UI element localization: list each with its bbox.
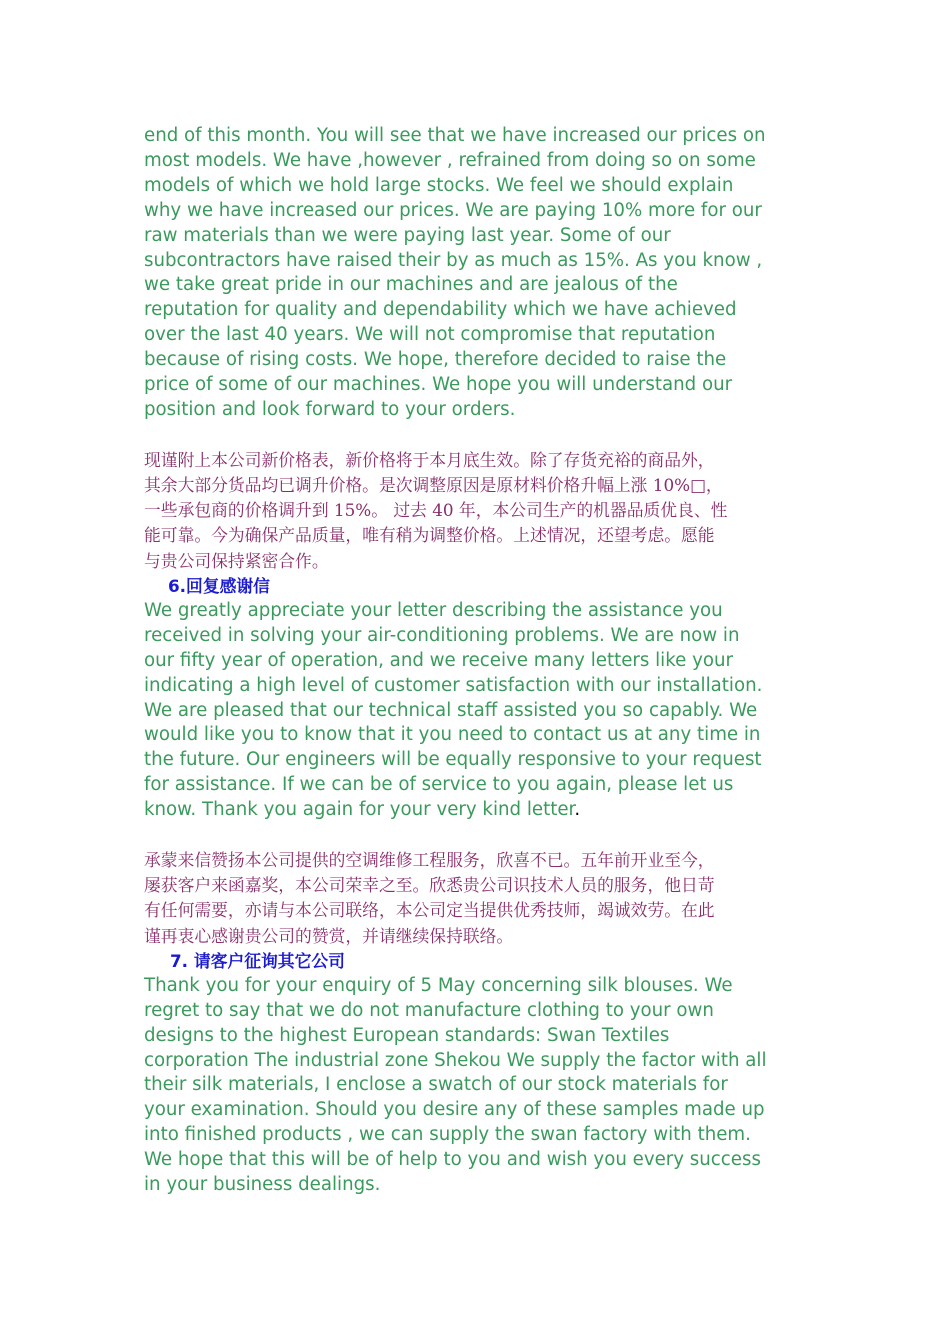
document-page [144, 124, 814, 1198]
thank-you-reply-chinese: 承蒙来信赞扬本公司提供的空调维修工程服务，欣喜不已。五年前开业至今， 屡获客户来函嘉奖，本公司荣幸之至。欣悉贵公司识技术人员的服务，他日苛 有任何需要，亦请与本公司联络，本公司定当提供优秀技师，竭诚效劳。在此 谨再衷心感谢贵公司的赞赏，并请继续保持联络。 [144, 850, 715, 946]
price-increase-letter-chinese: 现谨附上本公司新价格表，新价格将于本月底生效。除了存货充裕的商品外， 其余大部分货品均已调升价格。是次调整原因是原材料价格升幅上涨 10%□， 一些承包商的价格调升到 15%。 过去 40 年，本公司生产的机器品质优良、性 能可靠。今为确保产品质量，唯有稍为调整价格。上述情况，还望考虑。愿能 与贵公司保持紧密合作。 [144, 449, 728, 571]
thank-you-reply-text: We greatly appreciate your letter describing the assistance you received in solving your air-conditioning problems. We are now in our fifty year of operation, and we receive many letters like your indicating a high level of customer satisfaction with our installation. We are pleased that our technical staff assisted you so capably. We would like you to know that it you need to contact us at any time in the future. Our engineers will be equally responsive to your request for assistance. If we can be of service to you again, please let us know. Thank you again for your very kind letter [144, 599, 763, 821]
referral-letter-english: Thank you for your enquiry of 5 May concerning silk blouses. We regret to say that we do not manufacture clothing to your own designs to the highest European standards: Swan Textiles corporation The industrial zone Shekou We supply the factor with all their silk materials, I enclose a swatch of our stock materials for your examination. Should you desire any of these samples made up into finished products , we can supply the swan factory with them. We hope that this will be of help to you and wish you every success in your business dealings. [144, 974, 767, 1196]
spacer [144, 423, 814, 448]
price-increase-letter-english: end of this month. You will see that we have increased our prices on most models. We have ,however , refrained from doing so on some models of which we hold large stocks. We feel we should explain why we have increased our prices. We are paying 10% more for our raw materials than we were paying last year. Some of our subcontractors have raised their by as much as 15%. As you know , we take great pride in our machines and are jealous of the reputation for quality and dependability which we have achieved over the last 40 years. We will not compromise that reputation because of rising costs. We hope, therefore decided to raise the price of some of our machines. We hope you will understand our position and look forward to your orders. [144, 125, 766, 420]
spacer [144, 823, 814, 848]
thank-you-reply-period: . [574, 799, 581, 821]
thank-you-reply-english [144, 599, 814, 823]
section-heading-7: 7. 请客户征询其它公司 [170, 950, 345, 971]
section-heading-6: 6.回复感谢信 [168, 575, 270, 596]
